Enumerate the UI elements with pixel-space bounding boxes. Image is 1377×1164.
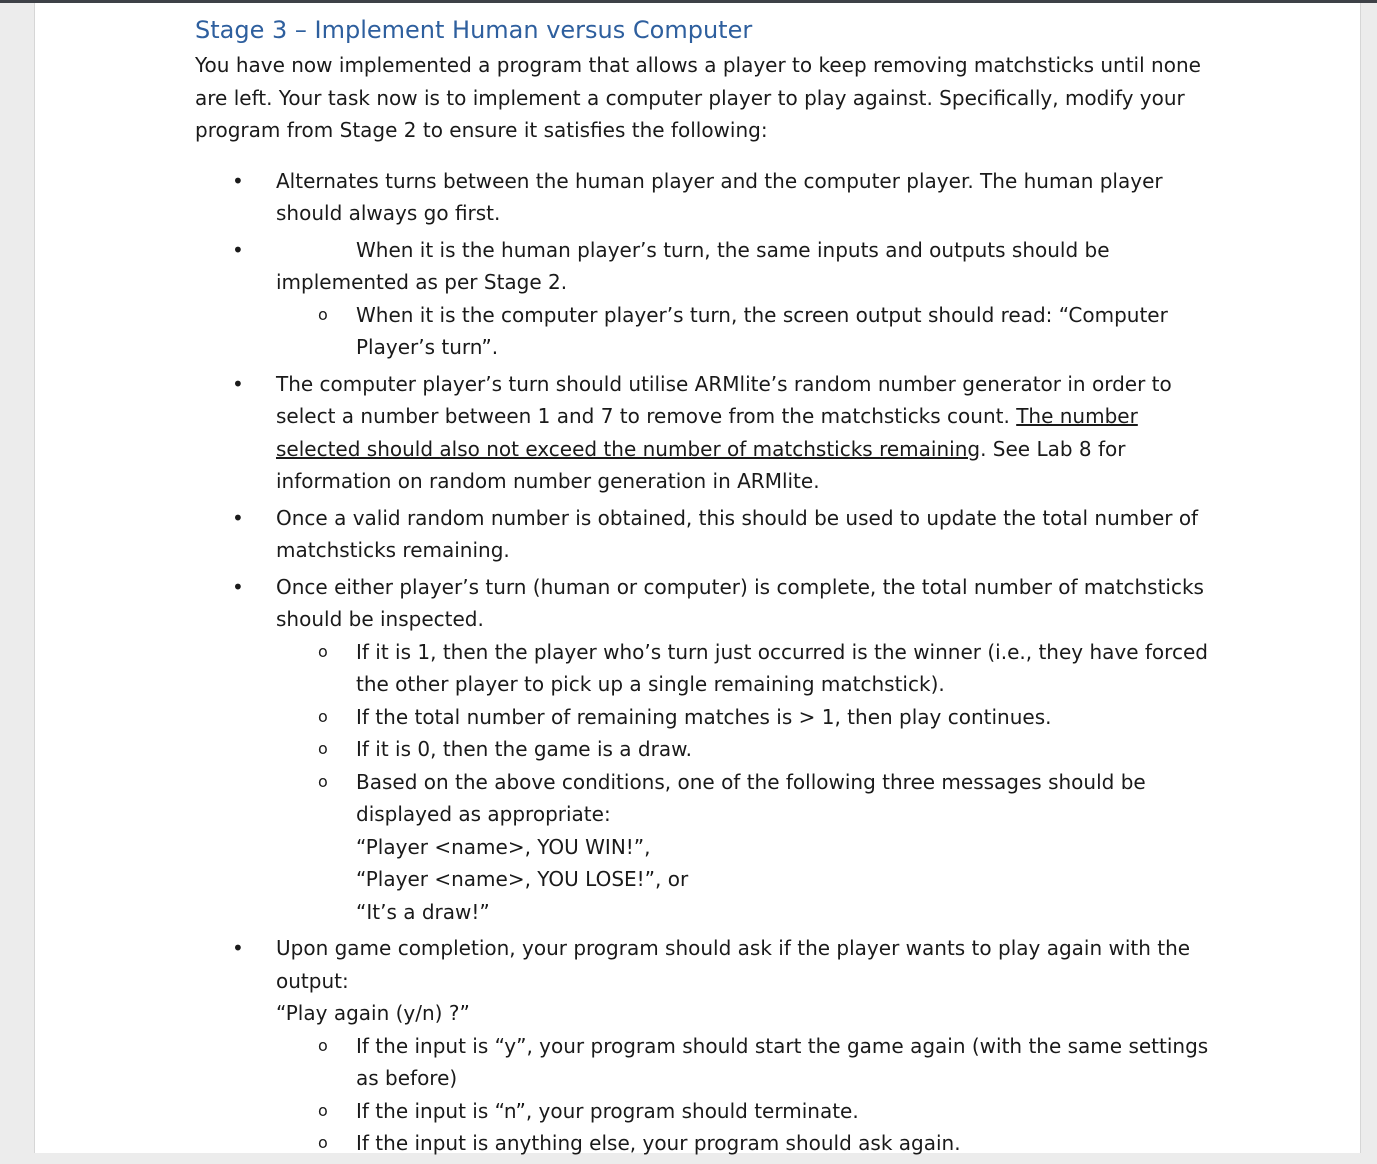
document-body bbox=[195, 13, 1215, 1164]
sub-list-item bbox=[276, 766, 1215, 929]
sub-list-item bbox=[276, 701, 1215, 734]
sub-list-item-text: If the input is “y”, your program should start the game again (with the same settings as before) bbox=[356, 1033, 1209, 1090]
sub-list-item-text: Based on the above conditions, one of the following three messages should be displayed as appropriate: bbox=[356, 769, 1146, 826]
sub-list-item bbox=[276, 1127, 1215, 1160]
sub-bullet-icon: o bbox=[318, 641, 328, 661]
list-item-text: . See Lab 8 for information on random number generation in ARMlite. bbox=[276, 436, 1126, 493]
list-item bbox=[195, 502, 1215, 567]
intro-paragraph: You have now implemented a program that allows a player to keep removing matchsticks until none are left. Your task now is to implement a computer player to play against. Specifically, modify your program from Stage 2 to ensure it satisfies the following: bbox=[195, 53, 1201, 142]
sub-list-item-text: If it is 0, then the game is a draw. bbox=[356, 737, 692, 761]
list-item-text: The computer player’s turn should utilise ARMlite’s random number generator in order to select a number between 1 and 7 to remove from the matchsticks count. bbox=[276, 371, 1172, 428]
section-heading: Stage 3 – Implement Human versus Computer bbox=[195, 16, 753, 44]
sub-bullet-icon: o bbox=[318, 1100, 328, 1120]
document-page bbox=[34, 3, 1361, 1153]
sub-list-item bbox=[276, 1030, 1215, 1095]
sub-bullet-icon: o bbox=[318, 304, 328, 324]
list-item-text: • Upon game completion, your program should ask if the player wants to play again with the output: bbox=[276, 936, 1191, 993]
sub-list-item bbox=[276, 1095, 1215, 1128]
list-item bbox=[195, 571, 1215, 929]
sub-list-item-text: If the input is anything else, your program should ask again. bbox=[356, 1131, 961, 1155]
sub-bullet-icon: o bbox=[318, 1133, 328, 1152]
list-item bbox=[195, 234, 1215, 364]
message-draw: “It’s a draw!” bbox=[356, 899, 490, 924]
sub-list-item-text: If it is 1, then the player who’s turn just occurred is the winner (i.e., they have forced the other player to pick up a single remaining matchstick). bbox=[356, 639, 1208, 696]
list-item-text: Once a valid random number is obtained, this should be used to update the total number of matchsticks remaining. bbox=[276, 505, 1199, 562]
sub-bullet-icon: o bbox=[318, 1035, 328, 1055]
sub-bullet-icon: o bbox=[318, 739, 328, 758]
sub-list-item bbox=[276, 636, 1215, 701]
sub-list-item-text: When it is the computer player’s turn, the screen output should read: “Computer Player’s turn”. bbox=[356, 302, 1168, 359]
sub-list-item-text: If the total number of remaining matches is > 1, then play continues. bbox=[356, 704, 1052, 729]
sub-bullet-icon: o bbox=[318, 771, 328, 791]
play-again-prompt: “Play again (y/n) ?” bbox=[276, 1001, 470, 1025]
list-item bbox=[195, 368, 1215, 498]
underlined-text: The number selected should also not exceed the number of matchsticks remaining bbox=[276, 404, 1138, 461]
sub-list-item bbox=[276, 733, 1215, 766]
list-item-text: Alternates turns between the human player and the computer player. The human player should always go first. bbox=[276, 168, 1163, 225]
message-win: “Player <name>, YOU WIN!”, bbox=[356, 834, 651, 859]
list-item-text: • When it is the human player’s turn, the same inputs and outputs should be implemented as per Stage 2. bbox=[276, 237, 1110, 294]
list-item-text: • Once either player’s turn (human or computer) is complete, the total number of matchsticks should be inspected. bbox=[276, 574, 1204, 631]
list-item bbox=[195, 165, 1215, 230]
message-lose: “Player <name>, YOU LOSE!”, or bbox=[356, 867, 689, 891]
sub-list-item bbox=[276, 299, 1215, 364]
sub-list-item-text: If the input is “n”, your program should terminate. bbox=[356, 1098, 859, 1123]
list-item bbox=[195, 932, 1215, 1160]
requirements-list bbox=[195, 165, 1215, 1160]
sub-bullet-icon: o bbox=[318, 706, 328, 726]
